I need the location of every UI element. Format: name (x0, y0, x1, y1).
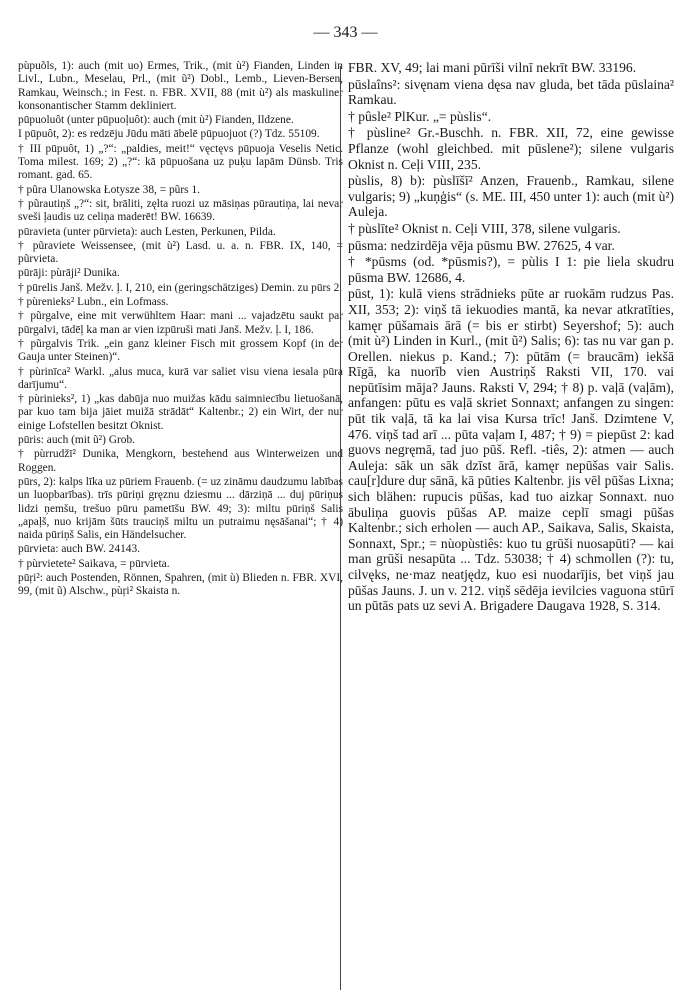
dictionary-entry: pūris: auch (mit ũ²) Grob. (18, 434, 135, 447)
dictionary-entry: pùpuõls, 1): auch (mit uo) Ermes, Trik., (mit ù²) Fianden, Linden in Livl., Lubn., Meselau, Prl., (mit ũ²) Dobl., Lemb., Lieven-Bersen, Ramkau, Weinsch.; in Fest. n. FBR. XVII, 88 (mit ù²) als maskuliner konsonantischer Stamm dekliniert. (18, 60, 343, 112)
dictionary-entry: † pũrautiņš „?“: sit, brāliti, zęlta ruozi uz māsiņas pūrautiņa, lai nevar sveši ļaudis uz celiņa maderēt! BW. 16639. (18, 197, 343, 224)
dictionary-entry: † pùrenieks² Lubn., ein Lofmass. (18, 296, 169, 309)
dictionary-entry: I pūpuôt, 2): es redzēju Jūdu māti ābelē pūpuojuot (?) Tdz. 55109. (18, 128, 320, 141)
dictionary-entry: † pûsle² PlKur. „= pùslis“. (348, 108, 492, 124)
dictionary-entry: pūŗi²: auch Postenden, Rönnen, Spahren, (mit ù) Blieden n. FBR. XVI, 99, (mit ũ) Alschw., pùŗi² Skaista n. (18, 571, 343, 598)
dictionary-entry: pūrāji: pùrāji² Dunika. (18, 267, 120, 280)
dictionary-entry: † pũrgalvis Trik. „ein ganz kleiner Fisch mit grossem Kopf (in der Gauja unter Steinen)“. (18, 337, 343, 364)
dictionary-entry: pūrvieta: auch BW. 24143. (18, 543, 141, 556)
dictionary-entry: pūst, 1): kulā viens strādnieks pūte ar ruokām rudzus Pas. XII, 353; 2): viņš tā iekuodies mantā, ka nevar atkratīties, kamęr pūšamais ārā (= bis er stirbt) Seyershof; 5): auch (mit ù²) Linden in Kurl., (mit ũ²) Salis; 6): tas nu var gan p. Orellen. niekus p. Kand.; 7): pūtām (= braucām) iekšā Rīgā, ka nuorīb vien Austriņš Raksti VII, 170. vai nepūtīsim māja? Jauns. Raksti V, 294; † 8) p. vaļā (vaļām), anfangen: pūtu es vaļā skriet Sonnaxt; anfangen zu singen: pūt tik vaļā, tā ka lai visa Kursa trīc! Janš. Dzimtene V, 476. viņš tad arī ... pūta vaļam I, 487; † 9) = piepūst 2: kad guovs negręmā, tad juo pūš. Refl. -tiês, 2): atmen — auch Auleja: sāk un sāk dzīst ārā, kamęr nepūšas vair Salis. cau[r]dure duŗ sānā, kā pūties Kaltenbr. jis vēl pūšas Lixna; sich blähen: rupucis pūšas, kad tuo aizkaŗ Sonnaxt. nuo ābuliņa guovis pūšas AP. maize ceplī smagi pūšas Kaltenbr.; sich erholen — auch AP., Saikava, Salis, Skaista, Sonnaxt, Spr.; = nùopùstiês: kuo tu grūši nuosapūti? — kai man grūši nesapūta ... Tdz. 53038; † 4) schmollen (?): tu, cilvęks, ne·maz neatjędz, kuo esi nuodarījis, bet viņš jau pūšas Jauns. J. un v. 212. viņš sēdēja ievilcies vaguona stūrī un pūtās pats uz sevi A. Brigadere Daugava 1928, S. 314. (348, 286, 674, 614)
dictionary-entry: † pùrvietete² Saikava, = pūrvieta. (18, 557, 170, 570)
dictionary-entry: † pùslīte² Oknist n. Ceļi VIII, 378, silene vulgaris. (348, 220, 621, 236)
dictionary-entry: † III pūpuôt, 1) „?“: „paldies, meit!“ vęctęvs pūpuoja Veselis Netic. Toma milest. 169; 2) „?“: kā pūpuošana uz puķu lapām Dünsb. Tris romant. gad. 65. (18, 142, 343, 182)
dictionary-entry: pùslis, 8) b): pùslīšī² Anzen, Frauenb., Ramkau, silene vulgaris; 9) „kuņģis“ (s. ME. III, 450 unter 1): auch (mit ù²) Auleja. (348, 173, 674, 220)
page-number: — 343 — (313, 24, 378, 41)
dictionary-entry: † pùrrudžī² Dunika, Mengkorn, bestehend aus Winterweizen und Roggen. (18, 448, 343, 474)
column-divider (340, 66, 341, 990)
right-column (348, 60, 674, 615)
dictionary-entry: † *pūsms (od. *pūsmis?), = pùlis I 1: pie liela skudru pūsma BW. 12686, 4. (348, 254, 674, 285)
left-column (18, 60, 343, 600)
dictionary-entry: pūsma: nedzirdēja vēja pūsmu BW. 27625, 4 var. (348, 237, 615, 253)
dictionary-entry: † pùsline² Gr.-Buschh. n. FBR. XII, 72, eine gewisse Pflanze (wohl gleichbed. mit pūslene²); silene vulgaris Oknist n. Ceļi VIII, 235. (348, 125, 674, 172)
dictionary-entry: pūslaîns²: sivęnam viena dęsa nav gluda, bet tāda pūslaina² Ramkau. (348, 76, 674, 108)
dictionary-entry: pūravieta (unter pūrvieta): auch Lesten, Perkunen, Pilda. (18, 225, 276, 238)
dictionary-entry: pūpuoluôt (unter pūpuoļuôt): auch (mit ù²) Fianden, Ildzene. (18, 114, 294, 127)
dictionary-entry: † pũraviete Weissensee, (mit ù²) Lasd. u. a. n. FBR. IX, 140, = pũrvieta. (18, 239, 343, 266)
dictionary-entry: † pūrelis Janš. Mežv. ļ. I, 210, ein (geringschätziges) Demin. zu pūrs 2. (18, 281, 343, 294)
dictionary-entry: † pũrgalve, eine mit verwühltem Haar: mani ... vajadzētu saukt par pūrgalvi, tādēļ ka man ar vien izpūruši mati Janš. Mežv. ļ. I, 186. (18, 310, 343, 336)
dictionary-entry: † pùrinīca² Warkl. „alus muca, kurā var saliet visu viena iesala pūra darījumu“. (18, 365, 343, 391)
dictionary-entry: pūrs, 2): kalps līka uz pūriem Frauenb. (= uz zināmu daudzumu labības un luopbarības). trīs pūriņi gręznu dziesmu ... dārziņā ... duj pūriņus lidzi ņemšu, trešuo pūru pametīšu BW. 49; 3): miltu pūriņš Salis „apaļš, nuo krijām šūts trauciņš miltu un putraimu nęsāšanai“; † 4) naida pūriņš Salis, ein Händelsucher. (18, 475, 343, 542)
dictionary-entry: † pùrinieks², 1) „kas dabūja nuo muižas kādu saimniecību lietuošanā, par kuo tam bija jāiet muižā strādāt“ Kaltenbr.; 2) ein Wirt, der nur einige Lofstellen besitzt Oknist. (18, 393, 343, 432)
dictionary-entry: FBR. XV, 49; lai mani pūrīši vilnī nekrīt BW. 33196. (348, 60, 637, 75)
dictionary-entry: † pũra Ulanowska Łotysze 38, = pũrs 1. (18, 183, 200, 196)
